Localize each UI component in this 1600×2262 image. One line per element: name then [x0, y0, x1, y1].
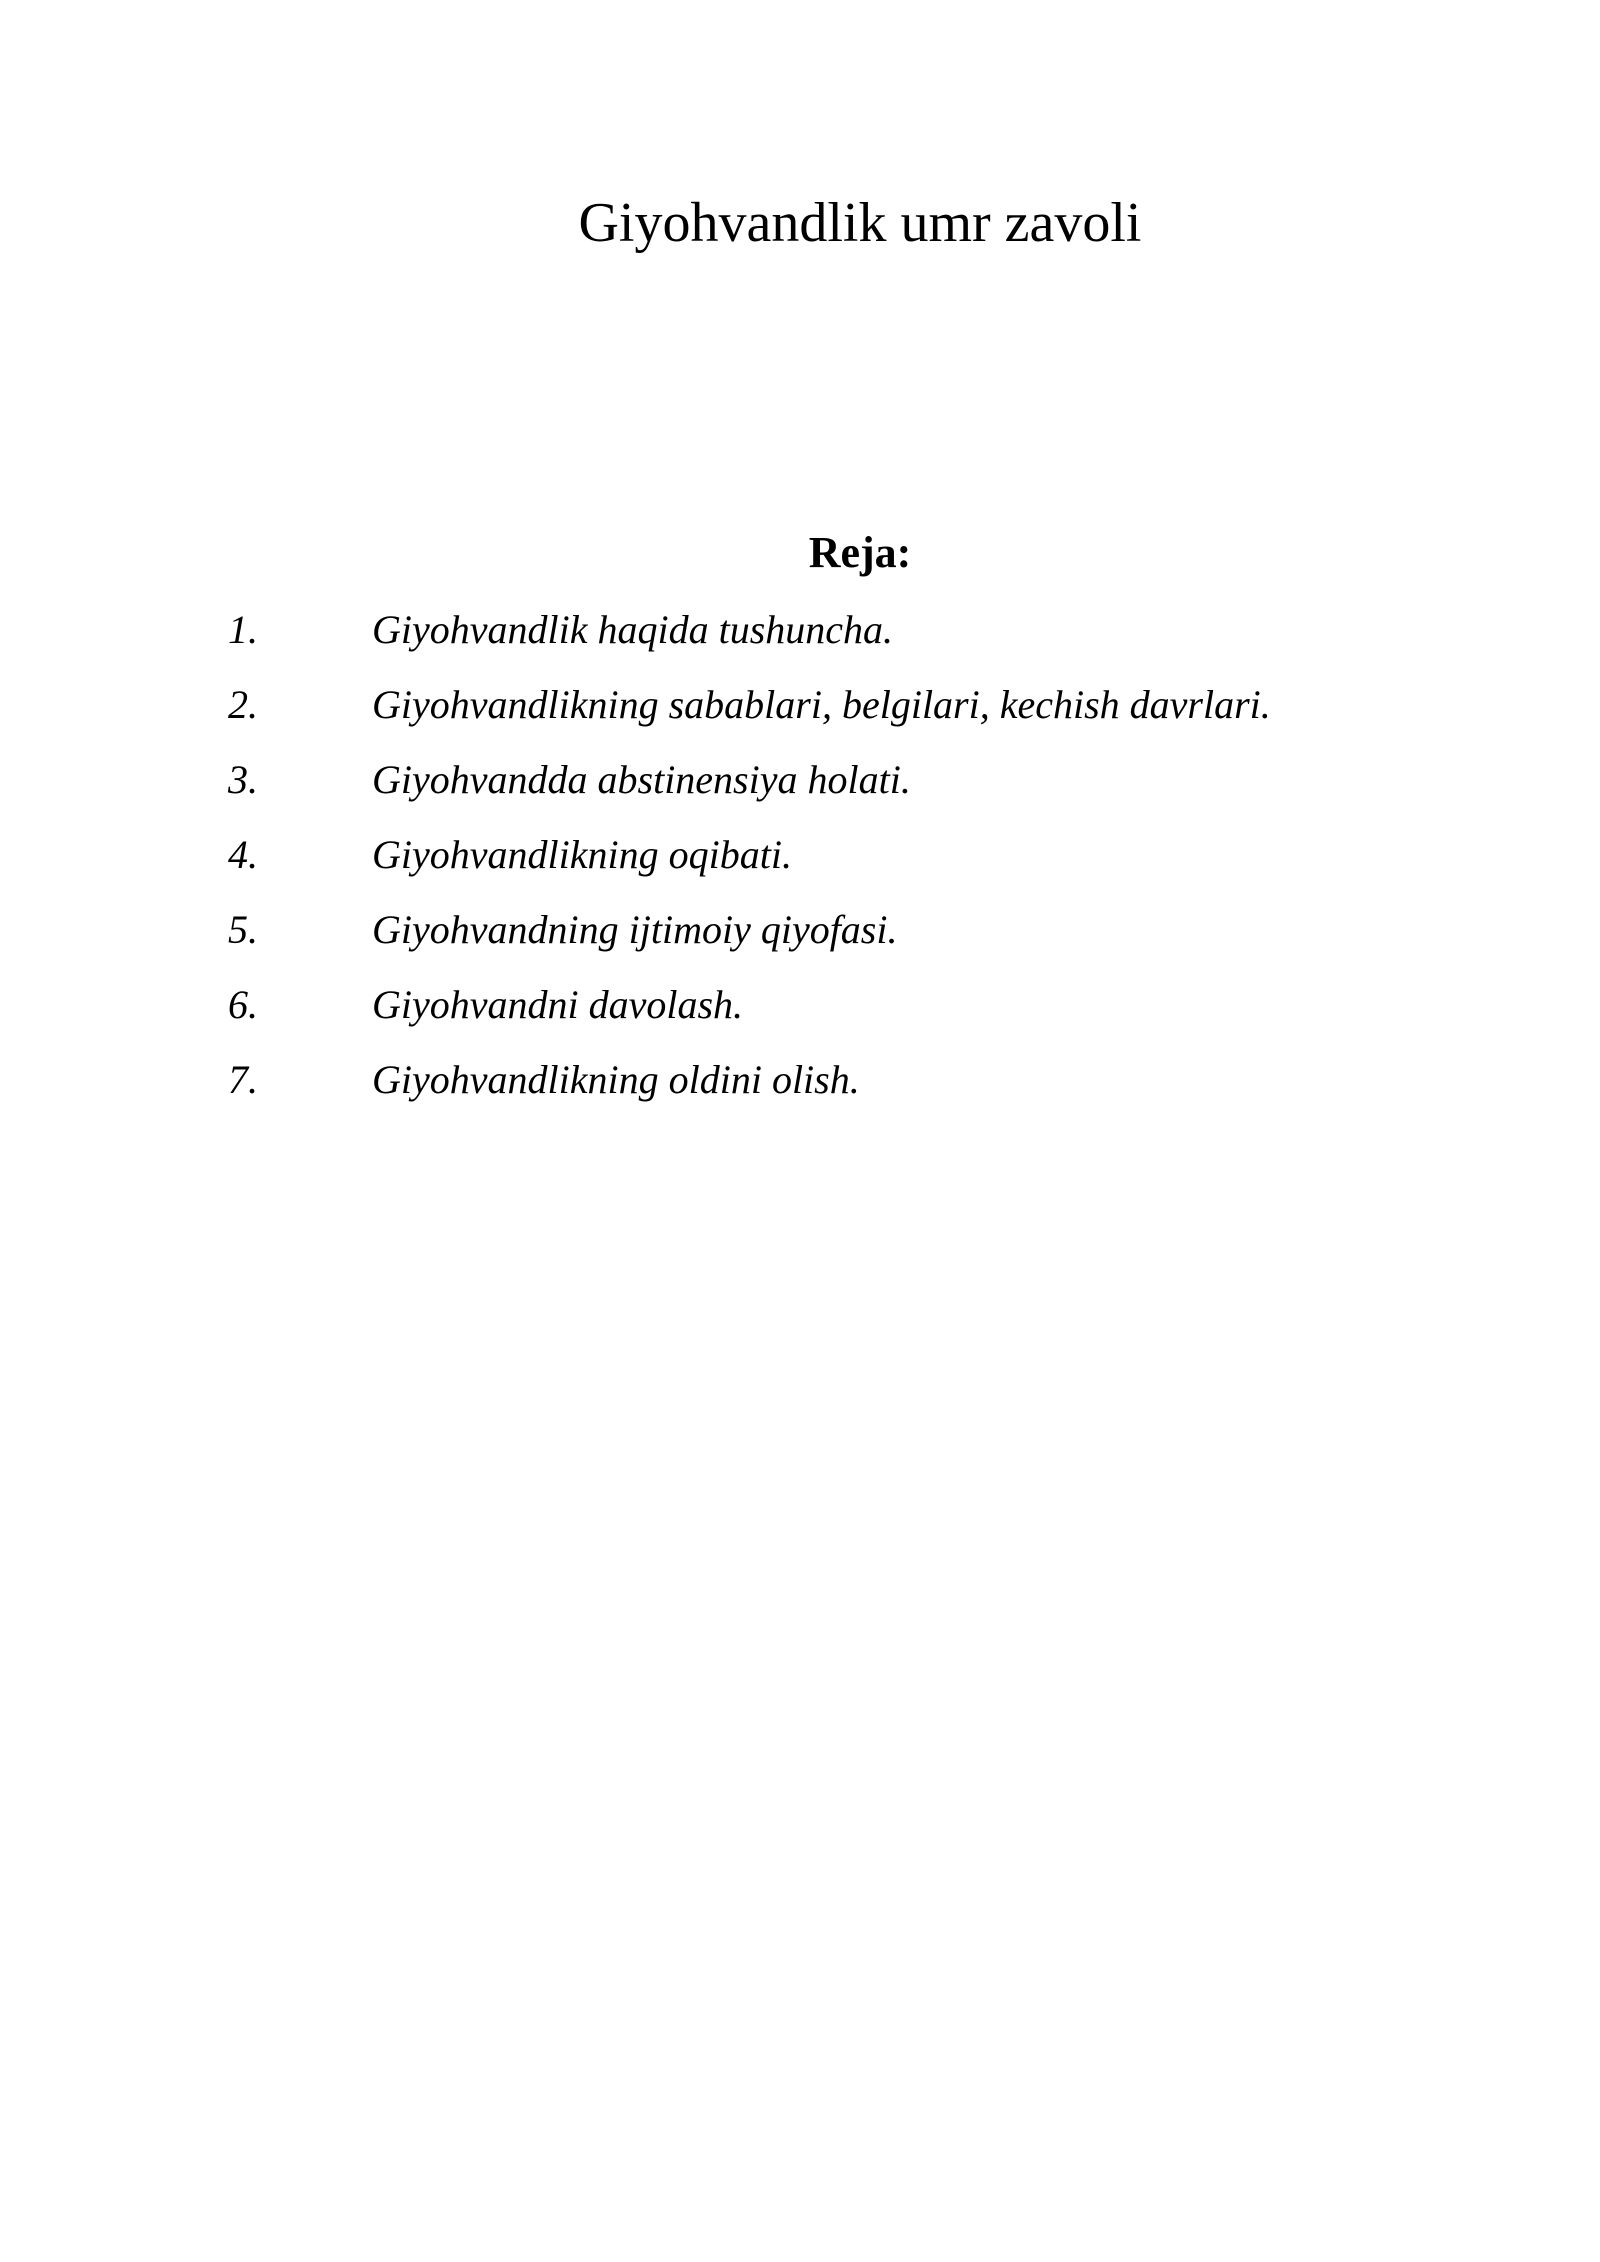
plan-item-number: 4.	[228, 831, 258, 877]
plan-item	[228, 667, 1271, 742]
plan-item-text: Giyohvandlikning sabablari, belgilari, kechish davrlari.	[372, 681, 1271, 727]
plan-item-text: Giyohvandlikning oldini olish.	[372, 1056, 860, 1102]
plan-item-number: 5.	[228, 906, 258, 952]
plan-item-number: 1.	[228, 606, 258, 652]
plan-item	[228, 742, 1271, 817]
plan-item	[228, 1042, 1271, 1117]
plan-item-number: 7.	[228, 1056, 258, 1102]
plan-heading: Reja:	[808, 527, 912, 577]
plan-item	[228, 892, 1271, 967]
plan-item-number: 6.	[228, 981, 258, 1027]
plan-item-text: Giyohvandlikning oqibati.	[372, 831, 792, 877]
plan-list	[228, 592, 1271, 1117]
plan-item-text: Giyohvandni davolash.	[372, 981, 744, 1027]
plan-item	[228, 817, 1271, 892]
plan-item-text: Giyohvandda abstinensiya holati.	[372, 756, 911, 802]
plan-item-number: 3.	[228, 756, 258, 802]
plan-item	[228, 967, 1271, 1042]
plan-item	[228, 592, 1271, 667]
document-title: Giyohvandlik umr zavoli	[578, 191, 1142, 254]
plan-item-text: Giyohvandlik haqida tushuncha.	[372, 606, 894, 652]
plan-item-number: 2.	[228, 681, 258, 727]
plan-item-text: Giyohvandning ijtimoiy qiyofasi.	[372, 906, 898, 952]
